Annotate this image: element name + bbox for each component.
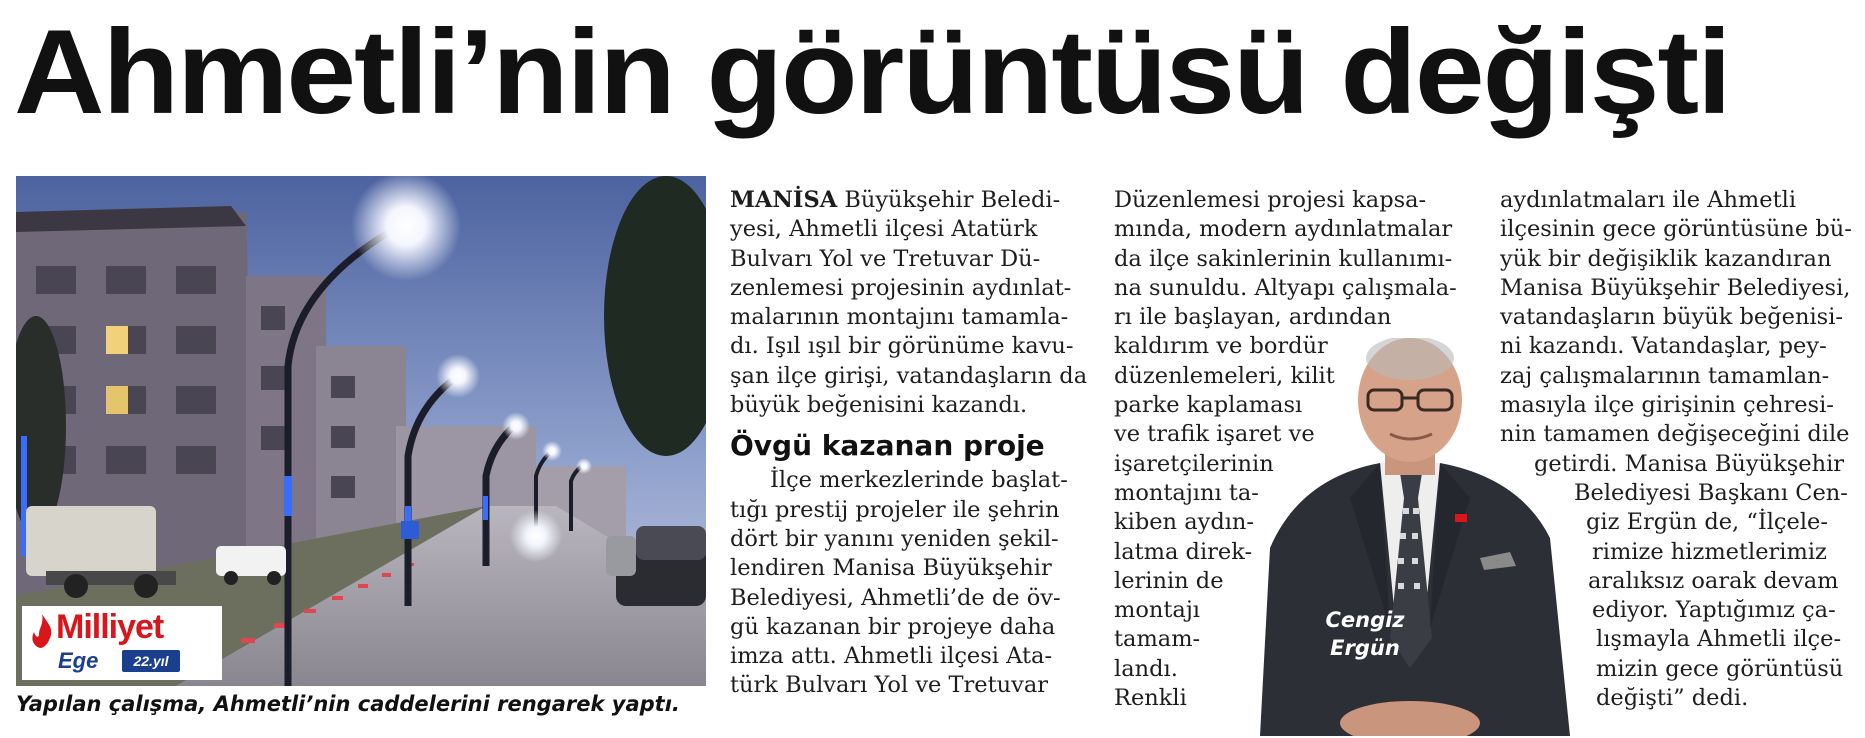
text-line: Renkli (1114, 685, 1187, 712)
text-line: dört bir yanını yeniden şekil- (730, 525, 1059, 552)
headline: Ahmetli’nin görüntüsü değişti (14, 5, 1730, 139)
text-line: zaj çalışmalarının tamamlan- (1500, 362, 1830, 389)
text-line: da ilçe sakinlerinin kullanımı- (1114, 245, 1453, 272)
text-line: kiben aydın- (1114, 509, 1255, 536)
text-line: getirdi. Manisa Büyükşehir (1534, 450, 1845, 477)
text-line: rimize hizmetlerimiz (1592, 538, 1827, 565)
text-line: Bulvarı Yol ve Tretuvar Dü- (730, 245, 1041, 272)
street-photo (16, 176, 706, 686)
text-line: değişti” dedi. (1596, 685, 1749, 712)
dateline: MANİSA (730, 187, 838, 213)
text-line: imza attı. Ahmetli ilçesi Ata- (730, 643, 1053, 670)
text-line (730, 186, 1082, 215)
text-line: aydınlatmaları ile Ahmetli (1500, 187, 1797, 213)
text-line: na sunuldu. Altyapı çalışmala- (1114, 274, 1457, 301)
text-line: Düzenlemesi projesi kapsa- (1114, 187, 1427, 213)
text-line: ediyor. Yaptığımız ça- (1592, 597, 1836, 624)
text-line: şan ilçe girişi, vatandaşların da (730, 362, 1088, 389)
text-line: Büyükşehir Beledi- (837, 187, 1061, 213)
article-column-1 (730, 186, 1088, 701)
text-line: Belediyesi Başkanı Cen- (1574, 479, 1848, 506)
text-line: parke kaplaması (1114, 392, 1303, 419)
portrait-name (1300, 606, 1430, 662)
portrait-last-name: Ergün (1330, 636, 1400, 660)
text-line: lerinin de (1114, 567, 1224, 594)
text-line: ve trafik işaret ve (1114, 421, 1315, 448)
text-line: mizin gece görüntüsü (1596, 655, 1844, 682)
logo-name: Milliyet (56, 608, 164, 646)
text-line: yesi, Ahmetli ilçesi Atatürk (730, 216, 1038, 243)
logo-badge: 22.yıl (122, 650, 180, 672)
text-line: lışmayla Ahmetli ilçe- (1596, 626, 1842, 653)
text-line: tamam- (1114, 626, 1201, 653)
text-line: işaretçilerinin (1114, 450, 1274, 477)
milliyet-ege-logo (22, 606, 222, 680)
text-line: malarının montajını tamamla- (730, 304, 1069, 331)
text-line: montajı (1114, 597, 1201, 624)
text-line: masıyla ilçe girişinin çehresi- (1500, 392, 1834, 419)
text-line: türk Bulvarı Yol ve Tretuvar (730, 672, 1048, 699)
text-line: ilçesinin gece görüntüsüne bü- (1500, 216, 1852, 243)
text-line: büyük beğenisini kazandı. (730, 392, 1028, 419)
text-line: lendiren Manisa Büyükşehir (730, 555, 1052, 582)
text-line: İlçe merkezlerinde başlat- (770, 467, 1068, 494)
text-line: gü kazanan bir projeye daha (730, 613, 1056, 640)
text-line: nin tamamen değişeceğini dile (1500, 421, 1850, 448)
subheading: Övgü kazanan proje (730, 429, 1045, 463)
text-line: latma direk- (1114, 538, 1253, 565)
text-line: ni kazandı. Vatandaşlar, pey- (1500, 333, 1827, 360)
flame-icon (30, 614, 54, 648)
text-line: Belediyesi, Ahmetli’de de öv- (730, 584, 1061, 611)
text-line: giz Ergün de, “İlçele- (1586, 509, 1828, 536)
photo-caption: Yapılan çalışma, Ahmetli’nin caddelerini rengarek yaptı. (16, 692, 680, 716)
text-line: rı ile başlayan, ardından (1114, 304, 1392, 331)
text-line: Manisa Büyükşehir Belediyesi, (1500, 274, 1851, 301)
text-line: kaldırım ve bordür (1114, 333, 1328, 360)
portrait-first-name: Cengiz (1325, 608, 1405, 632)
text-line: mında, modern aydınlatmalar (1114, 216, 1453, 243)
text-line: yük bir değişiklik kazandıran (1500, 245, 1832, 272)
text-line: tığı prestij projeler ile şehrin (730, 496, 1060, 523)
text-line: dı. Işıl ışıl bir görünüme kavu- (730, 333, 1074, 360)
logo-sub: Ege (58, 648, 99, 673)
text-line: vatandaşların büyük beğenisi- (1500, 304, 1843, 331)
text-line: montajını ta- (1114, 479, 1259, 506)
text-line: zenlemesi projesinin aydınlat- (730, 274, 1072, 301)
mayor-portrait (1240, 338, 1580, 736)
text-line: landı. (1114, 655, 1178, 682)
text-line: aralıksız oarak devam (1588, 567, 1839, 594)
text-line: düzenlemeleri, kilit (1114, 362, 1335, 389)
